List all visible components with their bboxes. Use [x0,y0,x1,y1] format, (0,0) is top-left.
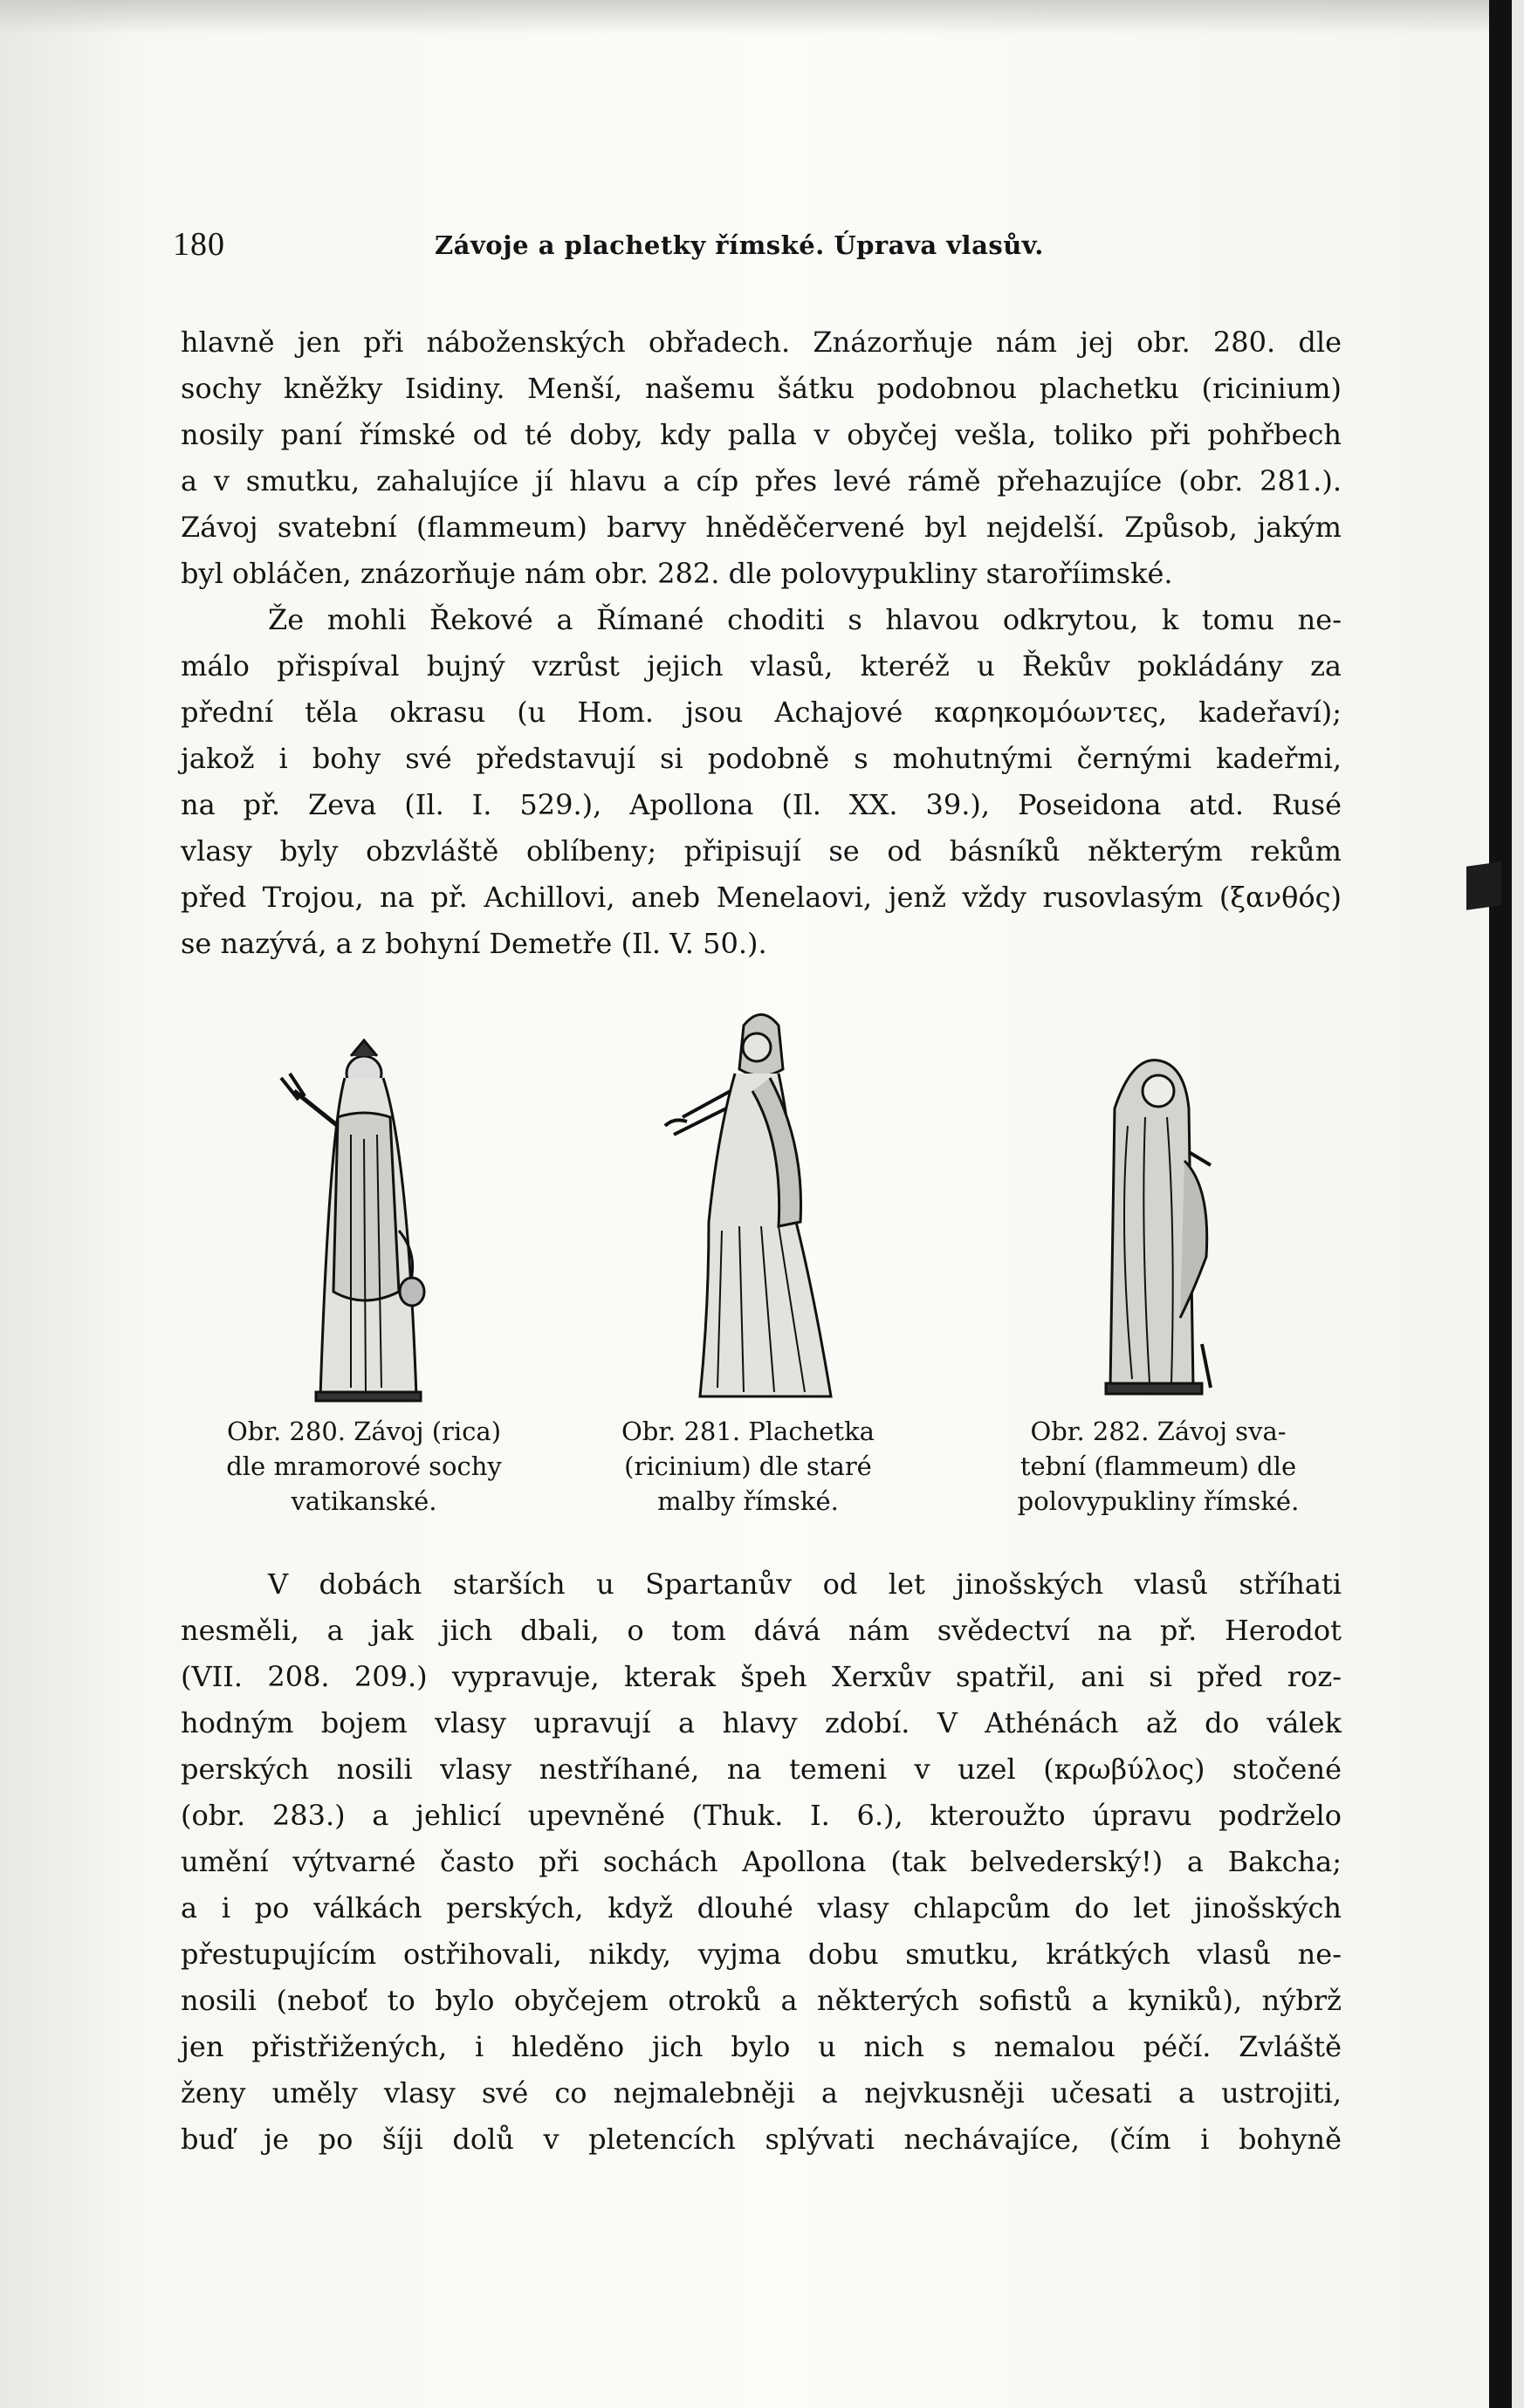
text-line: (obr. 283.) a jehlicí upevněné (Thuk. I. 6.), kteroužto úpravu podrželo [181,1799,1342,1832]
text-line: a i po válkách perských, když dlouhé vlasy chlapcům do let jinošských [181,1891,1342,1924]
figure-280-illustration [268,1030,451,1405]
caption-line: Obr. 281. Plachetka [621,1417,875,1446]
page-number: 180 [173,226,225,263]
text-line: jakož i bohy své představují si podobně s mohutnými černými kadeřmi, [181,742,1342,775]
text-line: přestupujícím ostřihovali, nikdy, vyjma dobu smutku, krátkých vlasů ne- [181,1938,1342,1971]
text-line: byl obláčen, znázorňuje nám obr. 282. dle polovypukliny staroříimské. [181,557,1173,590]
paragraph-2 [181,597,1342,967]
text-line: buď je po šíji dolů v pletencích splývati nechávajíce, (čím i bohyně [181,2123,1342,2156]
paragraph-1 [181,319,1342,597]
text-line: jen přistřižených, i hleděno jich bylo u nich s nemalou péčí. Zvláště [181,2030,1342,2063]
caption-line: Obr. 280. Závoj (rica) [226,1417,502,1446]
scan-edge [0,0,1524,35]
text-line: perských nosili vlasy nestříhané, na temeni v uzel (κρωβύλος) stočené [181,1753,1342,1786]
caption-line: dle mramorové sochy [226,1451,502,1481]
running-head: Závoje a plachetky římské. Úprava vlasův. [435,230,1044,260]
text-line: nesměli, a jak jich dbali, o tom dává nám svědectví na př. Herodot [181,1614,1342,1647]
text-line: hlavně jen při náboženských obřadech. Znázorňuje nám jej obr. 280. dle [181,326,1342,359]
figure-281-illustration [648,1004,875,1405]
text-line: nosily paní římské od té doby, kdy palla v obyčej vešla, toliko při pohřbech [181,418,1342,451]
page-tab-mark [1466,861,1501,910]
paragraph-3 [181,1561,1342,2163]
figure-280-caption [220,1414,508,1519]
text-line: sochy kněžky Isidiny. Menší, našemu šátku podobnou plachetku (ricinium) [181,372,1342,405]
caption-line: (ricinium) dle staré [624,1451,872,1481]
text-line: se nazývá, a z bohyní Demetře (Il. V. 50.). [181,927,767,960]
book-spine-edge [1512,0,1524,2408]
text-line: na př. Zeva (Il. I. 529.), Apollona (Il. XX. 39.), Poseidona atd. Rusé [181,788,1342,821]
text-line: umění výtvarné často při sochách Apollona (tak belvederský!) a Bakcha; [181,1845,1342,1878]
text-line: Že mohli Řekové a Římané choditi s hlavou odkrytou, k tomu ne- [268,603,1342,636]
figure-281-caption [604,1414,892,1519]
caption-line: Obr. 282. Závoj sva- [1030,1417,1287,1446]
text-line: málo přispíval bujný vzrůst jejich vlasů, kteréž u Řekův pokládány za [181,649,1342,683]
text-line: Závoj svatební (flammeum) barvy hněděčervené byl nejdelší. Způsob, jakým [181,511,1342,544]
figure-282-caption [997,1414,1320,1519]
text-line: před Trojou, na př. Achillovi, aneb Menelaovi, jenž vždy rusovlasým (ξανθός) [181,881,1342,914]
text-line: vlasy byly obzvláště oblíbeny; připisují se od básníků některým rekům [181,834,1342,868]
text-line: ženy uměly vlasy své co nejmalebněji a nejvkusněji učesati a ustrojiti, [181,2076,1342,2110]
text-line: přední těla okrasu (u Hom. jsou Achajové καρηκομόωντες, kadeřaví); [181,696,1342,729]
book-spine-shadow [1489,0,1512,2408]
text-line: V dobách starších u Spartanův od let jinošských vlasů stříhati [268,1568,1342,1601]
caption-line: tební (flammeum) dle [1019,1451,1297,1481]
text-line: a v smutku, zahalujíce jí hlavu a cíp přes levé rámě přehazujíce (obr. 281.). [181,464,1342,497]
text-line: (VII. 208. 209.) vypravuje, kterak špeh Xerxův spatřil, ani si před roz- [181,1660,1342,1693]
figure-282-illustration [1080,1056,1237,1405]
figures-row [181,995,1342,1545]
text-line: hodným bojem vlasy upravují a hlavy zdobí. V Athénách až do válek [181,1706,1342,1739]
text-line: nosili (neboť to bylo obyčejem otroků a některých sofistů a kyniků), nýbrž [181,1984,1342,2017]
caption-line: polovypukliny římské. [1017,1486,1300,1516]
page-header [173,225,1072,269]
caption-line: vatikanské. [291,1486,437,1516]
caption-line: malby římské. [657,1486,839,1516]
